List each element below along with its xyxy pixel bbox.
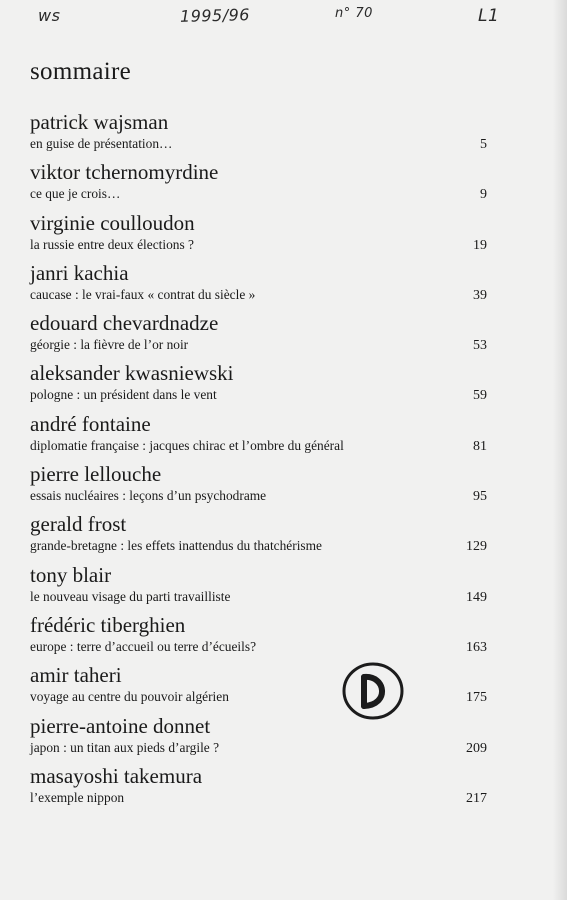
toc-subtitle: japon : un titan aux pieds d’argile ? bbox=[30, 739, 220, 755]
toc-subtitle: europe : terre d’accueil ou terre d’écueils? bbox=[30, 638, 257, 654]
toc-page-number: 19 bbox=[473, 237, 487, 253]
toc-entry bbox=[30, 310, 490, 360]
toc-subtitle: grande-bretagne : les effets inattendus du thatchérisme bbox=[30, 538, 323, 554]
toc-author: pierre lellouche bbox=[30, 462, 162, 487]
toc-subtitle: l’exemple nippon bbox=[30, 789, 125, 805]
table-of-contents bbox=[30, 109, 490, 813]
toc-entry bbox=[30, 612, 490, 662]
handwritten-note: 1995/96 bbox=[179, 5, 251, 26]
toc-author: andré fontaine bbox=[30, 411, 151, 436]
toc-subtitle: diplomatie française : jacques chirac et l’ombre du général bbox=[30, 437, 344, 453]
toc-page-number: 59 bbox=[473, 388, 487, 404]
toc-author: gerald frost bbox=[30, 512, 127, 537]
toc-subtitle: le nouveau visage du parti travailliste bbox=[30, 588, 231, 604]
toc-entry bbox=[30, 411, 490, 461]
page-edge-shadow bbox=[553, 0, 567, 900]
toc-page-number: 175 bbox=[466, 690, 487, 706]
toc-subtitle: la russie entre deux élections ? bbox=[30, 236, 194, 252]
toc-author: viktor tchernomyrdine bbox=[30, 160, 219, 185]
toc-entry bbox=[30, 461, 490, 511]
toc-entry bbox=[30, 713, 490, 763]
toc-page-number: 9 bbox=[480, 187, 487, 203]
toc-page-number: 53 bbox=[473, 338, 487, 354]
toc-author: frédéric tiberghien bbox=[30, 612, 186, 637]
page-title: sommaire bbox=[30, 58, 131, 85]
library-stamp bbox=[340, 660, 406, 722]
toc-page-number: 149 bbox=[466, 589, 487, 605]
toc-page-number: 95 bbox=[473, 489, 487, 505]
toc-subtitle: géorgie : la fièvre de l’or noir bbox=[30, 337, 189, 353]
handwritten-note: L1 bbox=[478, 6, 500, 26]
toc-entry bbox=[30, 360, 490, 410]
toc-page-number: 209 bbox=[466, 740, 487, 756]
toc-author: aleksander kwasniewski bbox=[30, 361, 234, 386]
toc-entry bbox=[30, 511, 490, 561]
toc-subtitle: essais nucléaires : leçons d’un psychodrame bbox=[30, 488, 267, 504]
handwritten-note: ws bbox=[38, 6, 61, 25]
toc-page-number: 129 bbox=[466, 539, 487, 555]
toc-author: patrick wajsman bbox=[30, 110, 169, 134]
toc-entry bbox=[30, 159, 490, 209]
toc-entry bbox=[30, 763, 490, 813]
toc-page-number: 163 bbox=[466, 639, 487, 655]
handwritten-note: n° 70 bbox=[335, 6, 373, 21]
toc-author: amir taheri bbox=[30, 663, 122, 688]
toc-author: masayoshi takemura bbox=[30, 763, 203, 788]
toc-author: virginie coulloudon bbox=[30, 210, 195, 235]
toc-subtitle: en guise de présentation… bbox=[30, 136, 173, 151]
toc-page-number: 217 bbox=[466, 790, 487, 806]
toc-author: edouard chevardnadze bbox=[30, 311, 219, 336]
toc-entry bbox=[30, 662, 490, 712]
toc-subtitle: voyage au centre du pouvoir algérien bbox=[30, 689, 229, 705]
toc-subtitle: caucase : le vrai-faux « contrat du siècle » bbox=[30, 286, 256, 302]
toc-subtitle: ce que je crois… bbox=[30, 186, 121, 202]
toc-page-number: 5 bbox=[480, 137, 487, 152]
toc-page-number: 39 bbox=[473, 287, 487, 303]
toc-author: tony blair bbox=[30, 562, 112, 587]
toc-entry bbox=[30, 562, 490, 612]
toc-author: pierre-antoine donnet bbox=[30, 713, 211, 738]
toc-entry bbox=[30, 260, 490, 310]
toc-subtitle: pologne : un président dans le vent bbox=[30, 387, 217, 403]
toc-page-number: 81 bbox=[473, 438, 487, 454]
toc-author: janri kachia bbox=[30, 260, 129, 285]
toc-entry bbox=[30, 210, 490, 260]
toc-entry bbox=[30, 109, 490, 159]
